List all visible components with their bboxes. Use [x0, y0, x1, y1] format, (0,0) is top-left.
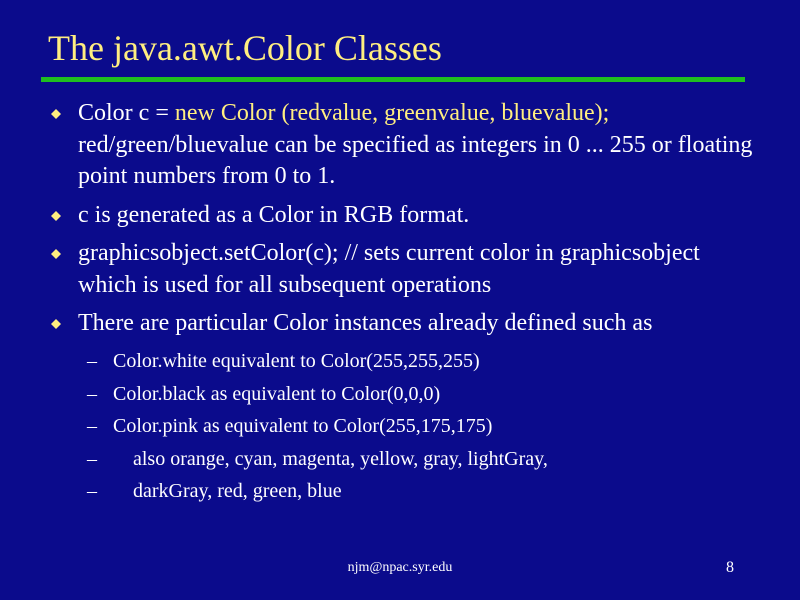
dash-icon: –: [87, 382, 97, 405]
footer-email: njm@npac.syr.edu: [347, 560, 453, 575]
sub-list: [0, 345, 800, 508]
bullet-text: c is generated as a Color in RGB format.: [78, 201, 470, 228]
bullet-item: [0, 98, 800, 193]
sub-item: [0, 443, 800, 476]
dash-icon: –: [87, 350, 97, 372]
sub-item-text: Color.black as equivalent to Color(0,0,0): [113, 382, 441, 405]
diamond-bullet-icon: [51, 319, 61, 329]
bullet-highlight: new Color (redvalue, greenvalue, bluevalue);: [174, 100, 610, 126]
slide-title: The java.awt.Color Classes: [48, 28, 442, 68]
sub-item-text: also orange, cyan, magenta, yellow, gray, lightGray,: [113, 447, 548, 470]
bullet-item: [0, 200, 800, 232]
bullet-item: [0, 238, 800, 301]
diamond-bullet-icon: [51, 211, 61, 221]
dash-icon: –: [87, 415, 97, 437]
sub-item: [0, 475, 800, 508]
bullet-text: Color c =: [78, 100, 175, 126]
bullet-list: [0, 98, 800, 347]
bullet-text: There are particular Color instances already defined such as: [78, 310, 653, 336]
bullet-text: graphicsobject.setColor(c); // sets current color in graphicsobject which is used for all subsequent operations: [78, 240, 700, 298]
page-number: 8: [726, 559, 734, 576]
bullet-text-rest: red/green/bluevalue can be specified as integers in 0 ... 255 or floating point numbers from 0 to 1.: [78, 131, 753, 189]
dash-icon: –: [87, 480, 97, 502]
diamond-bullet-icon: [51, 249, 61, 259]
dash-icon: –: [87, 447, 97, 470]
sub-item: [0, 345, 800, 378]
sub-item: [0, 410, 800, 443]
sub-item-text: Color.white equivalent to Color(255,255,255): [113, 350, 480, 372]
title-rule: [41, 77, 745, 82]
sub-item: [0, 378, 800, 411]
diamond-bullet-icon: [51, 109, 61, 119]
bullet-item: [0, 308, 800, 340]
sub-item-text: Color.pink as equivalent to Color(255,175,175): [113, 415, 493, 437]
sub-item-text: darkGray, red, green, blue: [113, 480, 342, 502]
